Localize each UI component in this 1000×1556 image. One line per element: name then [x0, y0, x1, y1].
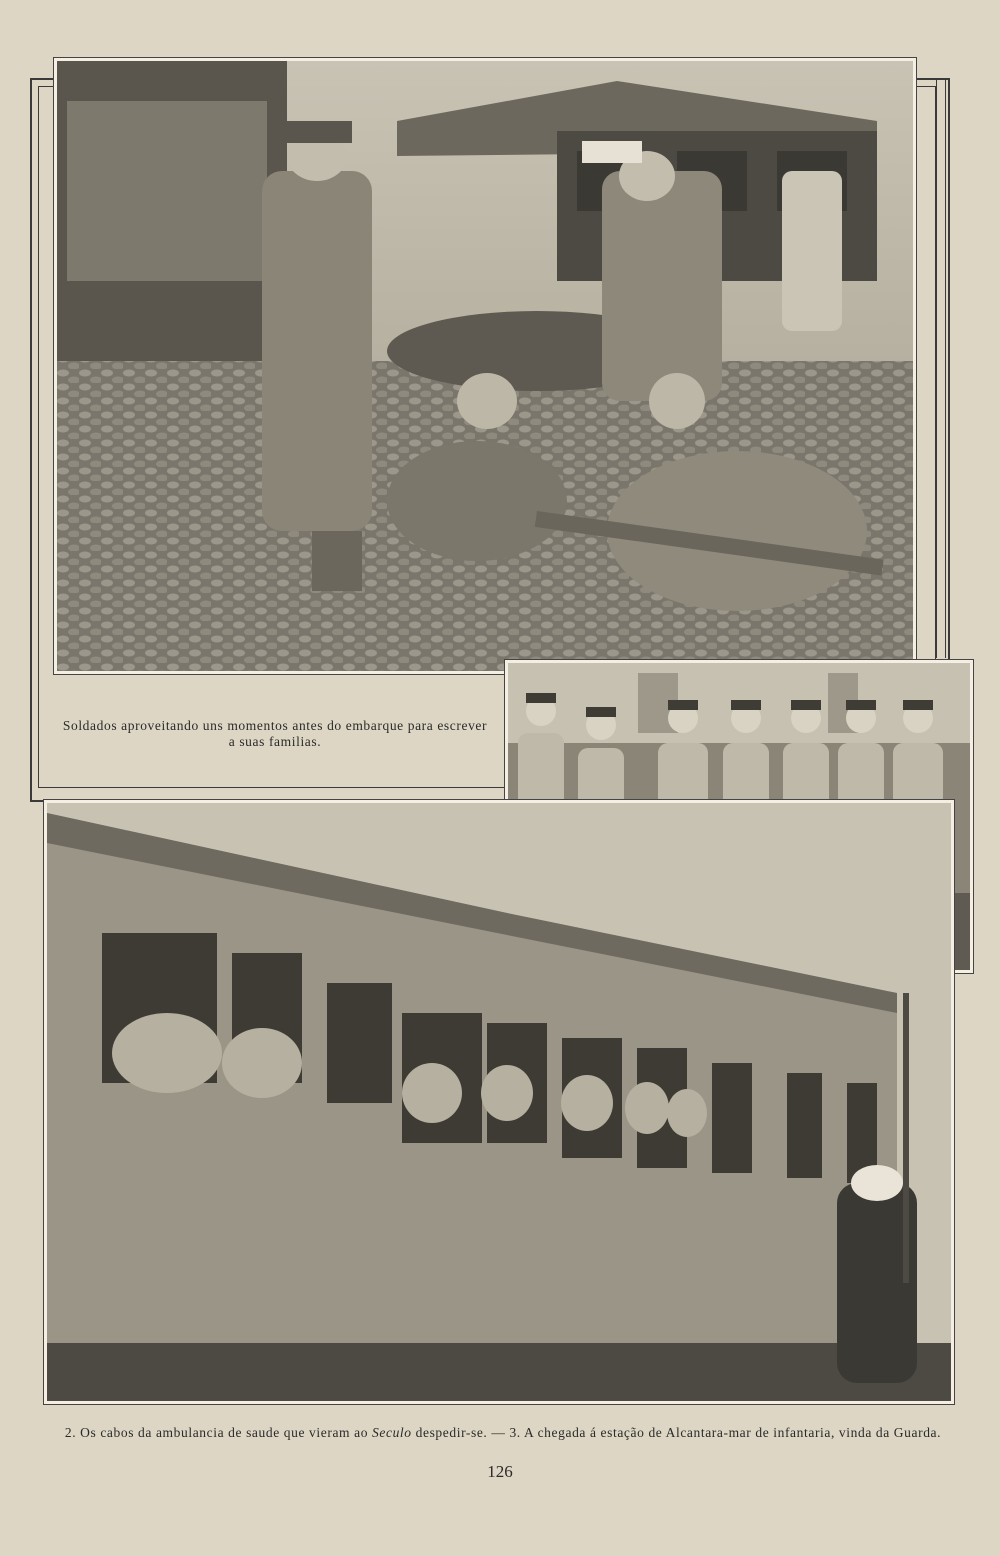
- photo-train-arrival: [44, 800, 954, 1404]
- photo-soldiers-writing: [54, 58, 916, 674]
- caption-photo-1: Soldados aproveitando uns momentos antes do embarque para escrever a suas familias.: [62, 718, 488, 749]
- photo-soldiers-writing-image: [57, 61, 913, 671]
- ornamental-border-column: [936, 78, 946, 658]
- caption-photos-2-3-part2: despedir-se. — 3. A chegada á estação de Alcantara-mar de infantaria, vinda da Guarda.: [415, 1425, 942, 1440]
- photo-train-arrival-image: [47, 803, 951, 1401]
- caption-newspaper-name: Seculo: [372, 1425, 412, 1440]
- page-number: 126: [487, 1462, 513, 1481]
- caption-photos-2-3-part1: 2. Os cabos da ambulancia de saude que vieram ao: [64, 1425, 369, 1440]
- caption-photos-2-3: [48, 1424, 958, 1441]
